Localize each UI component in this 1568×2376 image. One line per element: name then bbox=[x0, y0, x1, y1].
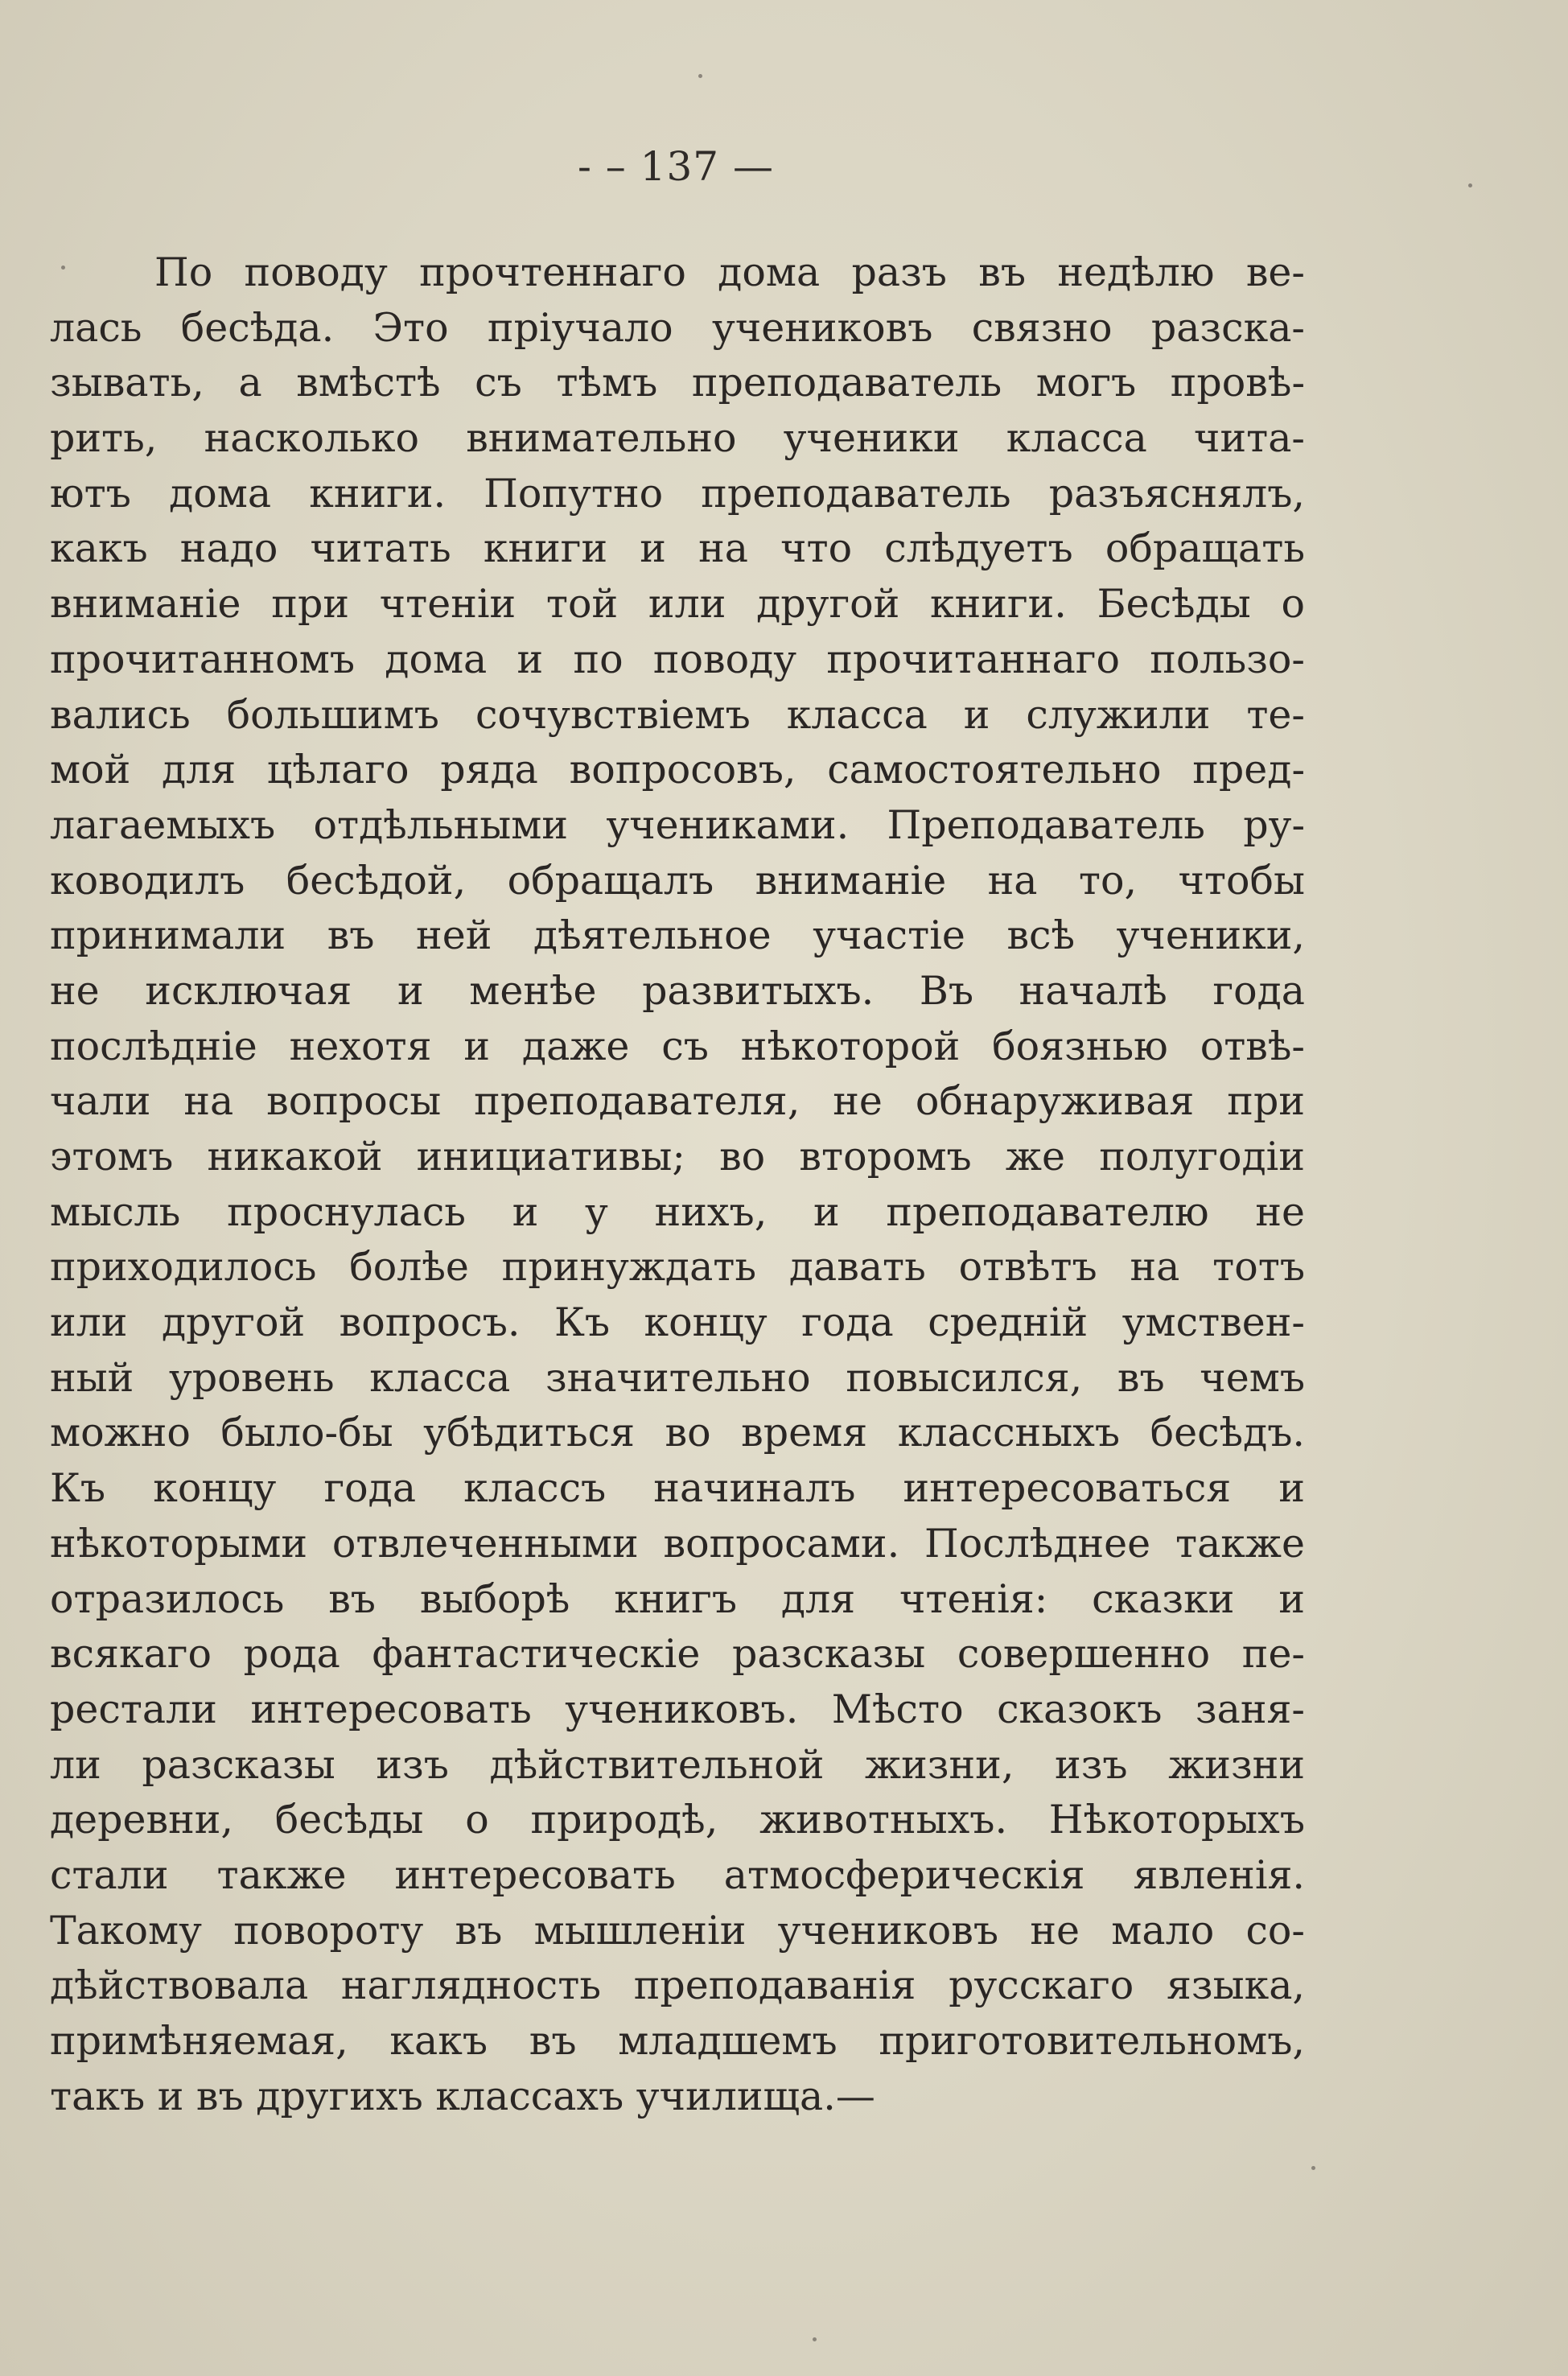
text-line: лагаемыхъ отдѣльными учениками. Преподаватель ру- bbox=[50, 801, 1305, 848]
paper-speck bbox=[61, 266, 65, 270]
text-line: примѣняемая, какъ въ младшемъ приготовительномъ, bbox=[50, 2018, 1305, 2064]
text-line: ли разсказы изъ дѣйствительной жизни, изъ жизни bbox=[50, 1741, 1305, 1788]
text-line: нѣкоторыми отвлеченными вопросами. Послѣднее также bbox=[50, 1520, 1305, 1567]
text-line: чали на вопросы преподавателя, не обнаруживая при bbox=[50, 1078, 1305, 1125]
text-line: приходилось болѣе принуждать давать отвѣтъ на тотъ bbox=[50, 1244, 1305, 1291]
text-line: рить, насколько внимательно ученики класса чита- bbox=[50, 415, 1305, 462]
text-line: мысль проснулась и у нихъ, и преподавателю не bbox=[50, 1188, 1305, 1235]
paper-speck bbox=[698, 74, 702, 78]
text-line: прочитанномъ дома и по поводу прочитаннаго пользо- bbox=[50, 636, 1305, 682]
body-text bbox=[50, 245, 1305, 2124]
paper-speck bbox=[1311, 2166, 1315, 2170]
text-line: лась бесѣда. Это пріучало учениковъ связно разска- bbox=[50, 304, 1305, 351]
text-line: ководилъ бесѣдой, обращалъ вниманіе на то, чтобы bbox=[50, 857, 1305, 904]
text-line: рестали интересовать учениковъ. Мѣсто сказокъ заня- bbox=[50, 1686, 1305, 1732]
text-line: или другой вопросъ. Къ концу года средній умствен- bbox=[50, 1299, 1305, 1346]
text-line: этомъ никакой инициативы; во второмъ же полугодіи bbox=[50, 1134, 1305, 1180]
text-line: Къ концу года классъ начиналъ интересоваться и bbox=[50, 1465, 1305, 1512]
text-line: послѣдніе нехотя и даже съ нѣкоторой боязнью отвѣ- bbox=[50, 1023, 1305, 1069]
text-line: принимали въ ней дѣятельное участіе всѣ ученики, bbox=[50, 912, 1305, 959]
text-line: Такому повороту въ мышленіи учениковъ не мало со- bbox=[50, 1907, 1305, 1954]
text-line: ный уровень класса значительно повысился, въ чемъ bbox=[50, 1354, 1305, 1401]
text-line: можно было-бы убѣдиться во время классныхъ бесѣдъ. bbox=[50, 1410, 1305, 1456]
text-line: какъ надо читать книги и на что слѣдуетъ обращать bbox=[50, 525, 1305, 572]
text-line: вались большимъ сочувствіемъ класса и служили те- bbox=[50, 691, 1305, 738]
text-line: зывать, а вмѣстѣ съ тѣмъ преподаватель могъ провѣ- bbox=[50, 360, 1305, 406]
text-line: отразилось въ выборѣ книгъ для чтенія: сказки и bbox=[50, 1575, 1305, 1622]
paper-speck bbox=[1468, 183, 1472, 187]
text-line: мой для цѣлаго ряда вопросовъ, самостоятельно пред- bbox=[50, 747, 1305, 793]
text-line: всякаго рода фантастическіе разсказы совершенно пе- bbox=[50, 1631, 1305, 1678]
text-line: По поводу прочтеннаго дома разъ въ недѣлю ве- bbox=[154, 249, 1305, 295]
page-number: - – 137 — bbox=[577, 143, 774, 190]
text-line: не исключая и менѣе развитыхъ. Въ началѣ года bbox=[50, 967, 1305, 1014]
paper-speck bbox=[813, 2337, 817, 2341]
text-line: вниманіе при чтеніи той или другой книги. Бесѣды о bbox=[50, 581, 1305, 628]
text-line: такъ и въ другихъ классахъ училища.— bbox=[50, 2073, 875, 2119]
text-line: ютъ дома книги. Попутно преподаватель разъяснялъ, bbox=[50, 470, 1305, 517]
text-line: стали также интересовать атмосферическія явленія. bbox=[50, 1851, 1305, 1898]
text-line: деревни, бесѣды о природѣ, животныхъ. Нѣкоторыхъ bbox=[50, 1797, 1305, 1843]
text-line: дѣйствовала наглядность преподаванія русскаго языка, bbox=[50, 1962, 1305, 2009]
